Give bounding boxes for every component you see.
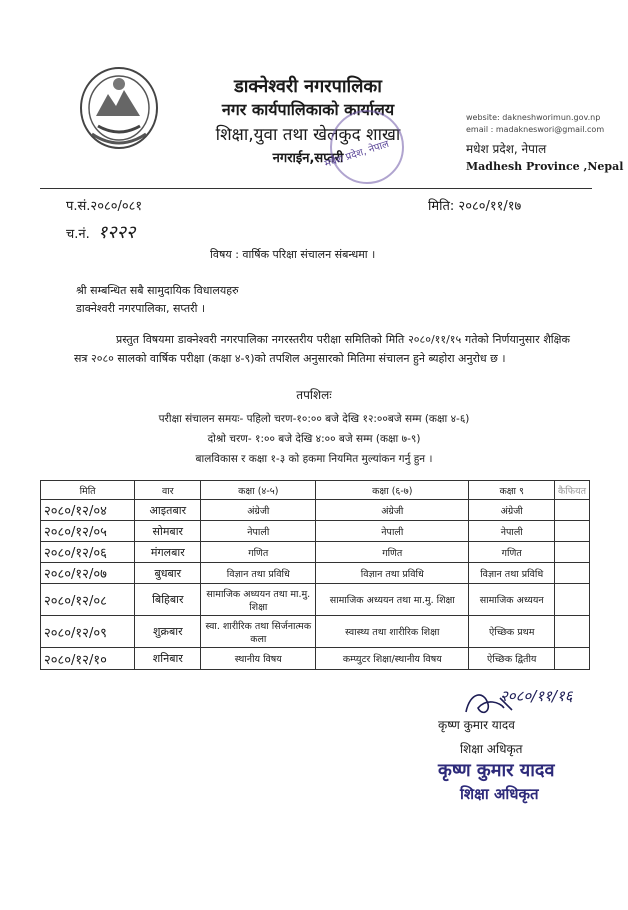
cell-remarks (554, 500, 589, 521)
header-class-4-5: कक्षा (४-५) (201, 481, 316, 500)
cell-class-6-7: अंग्रेजी (316, 500, 469, 521)
cell-day: सोमबार (135, 521, 201, 542)
cell-class-9: गणित (469, 542, 555, 563)
website: website: dakneshworimun.gov.np (466, 113, 601, 122)
letter-date: मिति: २०८०/११/१७ (428, 199, 522, 214)
cell-date: २०८०/१२/१० (41, 648, 135, 670)
tapasil-line-1: परीक्षा संचालन समयः- पहिलो चरण-१०:०० बजे देखि १२:००बजे सम्म (कक्षा ४-६) (158, 413, 470, 425)
header-date: मिति (41, 481, 135, 500)
cell-class-6-7: कम्प्युटर शिक्षा/स्थानीय विषय (316, 648, 469, 670)
subject-line: विषय : वार्षिक परिक्षा संचालन संबन्धमा । (210, 248, 376, 261)
cell-class-6-7: नेपाली (316, 521, 469, 542)
cell-remarks (554, 584, 589, 616)
municipality-name: डाक्नेश्वरी नगरपालिका (234, 76, 382, 97)
cell-date: २०८०/१२/०५ (41, 521, 135, 542)
handwritten-date: २०८०/११/१६ (500, 687, 573, 705)
section-name: शिक्षा,युवा तथा खेलकुद शाखा (215, 125, 401, 145)
cell-remarks (554, 616, 589, 648)
cell-class-6-7: स्वास्थ्य तथा शारीरिक शिक्षा (316, 616, 469, 648)
cell-date: २०८०/१२/०९ (41, 616, 135, 648)
signatory-title: शिक्षा अधिकृत (460, 742, 523, 756)
cell-remarks (554, 542, 589, 563)
body-paragraph: प्रस्तुत विषयमा डाक्नेश्वरी नगरपालिका नगरस्तरीय परीक्षा समितिको मिति २०८०/११/१५ गतेको निर्णयानुसार शैक्षिक सत्र २०८० सालको वार्षिक परीक्षा (कक्षा ४-९)को तपशिल अनुसारको मितिमा संचालन हुने ब्यहोरा अनुरोध छ । (74, 333, 570, 365)
cell-class-9: सामाजिक अध्ययन (469, 584, 555, 616)
table-row (41, 521, 590, 542)
reference-number: प.सं.२०८०/०८१ (66, 199, 143, 214)
cell-class-4-5: स्वा. शारीरिक तथा सिर्जनात्मक कला (201, 616, 316, 648)
tapasil-heading: तपशिलः (296, 388, 332, 402)
province-np: मधेश प्रदेश, नेपाल (466, 142, 547, 156)
cell-day: आइतबार (135, 500, 201, 521)
cell-day: शनिबार (135, 648, 201, 670)
tapasil-line-2: दोश्रो चरण- १:०० बजे देखि ४:०० बजे सम्म (कक्षा ७-९) (207, 433, 421, 445)
cell-class-4-5: सामाजिक अध्ययन तथा मा.मु. शिक्षा (201, 584, 316, 616)
exam-schedule-table (40, 480, 590, 670)
cell-class-6-7: विज्ञान तथा प्रविधि (316, 563, 469, 584)
email: email : madakneswori@gmail.com (466, 125, 605, 134)
cell-class-4-5: नेपाली (201, 521, 316, 542)
cell-remarks (554, 521, 589, 542)
table-row (41, 563, 590, 584)
dispatch-number (66, 220, 135, 244)
cell-remarks (554, 648, 589, 670)
cell-class-9: विज्ञान तथा प्रविधि (469, 563, 555, 584)
office-stamp-text: मधेश प्रदेश, नेपाल (323, 138, 391, 170)
cell-day: बिहिबार (135, 584, 201, 616)
cell-class-9: ऐच्छिक द्वितीय (469, 648, 555, 670)
header-remarks: कैफियत (554, 481, 589, 500)
cell-date: २०८०/१२/०७ (41, 563, 135, 584)
table-header-row (41, 481, 590, 500)
cell-day: बुधबार (135, 563, 201, 584)
table-row (41, 542, 590, 563)
dispatch-value: १२२२ (97, 222, 136, 243)
office-location: नगराईन,सप्तरी (272, 151, 344, 166)
cell-day: मंगलबार (135, 542, 201, 563)
cell-class-9: ऐच्छिक प्रथम (469, 616, 555, 648)
header-divider (40, 188, 592, 189)
tapasil-line-3: बालविकास र कक्षा १-३ को हकमा नियमित मुल्यांकन गर्नु हुन । (195, 453, 433, 465)
header-day: वार (135, 481, 201, 500)
cell-remarks (554, 563, 589, 584)
cell-date: २०८०/१२/०८ (41, 584, 135, 616)
cell-class-4-5: विज्ञान तथा प्रविधि (201, 563, 316, 584)
table-row (41, 584, 590, 616)
province-en: Madhesh Province ,Nepal (466, 160, 624, 173)
cell-class-9: नेपाली (469, 521, 555, 542)
table-row (41, 500, 590, 521)
header-class-9: कक्षा ९ (469, 481, 555, 500)
dispatch-label: च.नं. (66, 227, 90, 242)
cell-class-9: अंग्रेजी (469, 500, 555, 521)
cell-class-4-5: स्थानीय विषय (201, 648, 316, 670)
cell-class-4-5: अंग्रेजी (201, 500, 316, 521)
title-stamp: शिक्षा अधिकृत (460, 785, 539, 803)
cell-class-4-5: गणित (201, 542, 316, 563)
cell-date: २०८०/१२/०४ (41, 500, 135, 521)
nepal-emblem-icon (78, 64, 160, 154)
cell-date: २०८०/१२/०६ (41, 542, 135, 563)
cell-day: शुक्रबार (135, 616, 201, 648)
cell-class-6-7: सामाजिक अध्ययन तथा मा.मु. शिक्षा (316, 584, 469, 616)
signatory-name: कृष्ण कुमार यादव (438, 718, 515, 732)
table-row (41, 648, 590, 670)
name-stamp: कृष्ण कुमार यादव (438, 760, 555, 781)
cell-class-6-7: गणित (316, 542, 469, 563)
header-class-6-7: कक्षा (६-७) (316, 481, 469, 500)
recipient-line-2: डाक्नेश्वरी नगरपालिका, सप्तरी । (76, 302, 206, 315)
office-name: नगर कार्यपालिकाको कार्यालय (221, 100, 395, 119)
recipient-line-1: श्री सम्बन्धित सबै सामुदायिक विधालयहरु (76, 284, 239, 297)
table-row (41, 616, 590, 648)
